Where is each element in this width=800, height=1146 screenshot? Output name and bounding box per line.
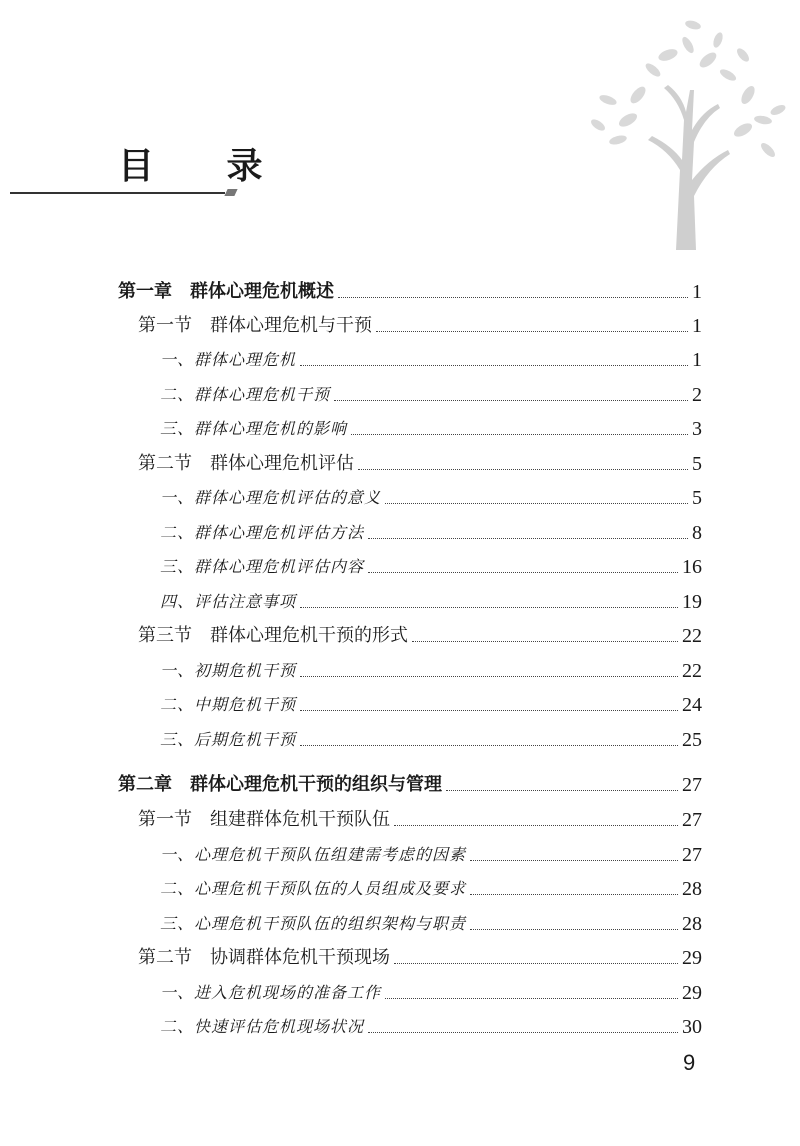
toc-entry-item[interactable] [160, 587, 702, 617]
toc-entry-page: 1 [692, 349, 702, 371]
toc-entry-page: 27 [682, 809, 702, 831]
toc-entry-label: 一、心理危机干预队伍组建需考虑的因素 [160, 845, 467, 864]
dot-leader [394, 825, 678, 826]
toc-entry-item[interactable] [160, 909, 702, 939]
toc-entry-item[interactable] [160, 1012, 702, 1042]
toc-entry-section[interactable] [138, 805, 702, 835]
dot-leader [470, 860, 678, 861]
toc-entry-page: 8 [692, 522, 702, 544]
toc-entry-item[interactable] [160, 840, 702, 870]
dot-leader [300, 607, 678, 608]
toc-entry-page: 5 [692, 453, 702, 475]
toc-heading: 目 录 [118, 145, 293, 187]
toc-entry-label: 一、进入危机现场的准备工作 [160, 983, 382, 1002]
dot-leader [385, 503, 688, 504]
toc-entry-label: 四、评估注意事项 [160, 592, 297, 611]
toc-entry-label: 第一节 组建群体危机干预队伍 [138, 809, 390, 830]
toc-entry-page: 22 [682, 660, 702, 682]
toc-entry-item[interactable] [160, 725, 702, 755]
dot-leader [358, 469, 688, 470]
toc-entry-label: 第二节 协调群体危机干预现场 [138, 947, 390, 968]
dot-leader [394, 963, 678, 964]
toc-entry-page: 3 [692, 418, 702, 440]
toc-entry-page: 16 [682, 556, 702, 578]
toc-entry-page: 2 [692, 384, 702, 406]
toc-entry-chapter[interactable] [118, 770, 702, 800]
toc-entry-label: 三、后期危机干预 [160, 730, 297, 749]
dot-leader [412, 641, 678, 642]
toc-entry-label: 第二节 群体心理危机评估 [138, 453, 354, 474]
toc-entry-section[interactable] [138, 621, 702, 651]
toc-entry-item[interactable] [160, 345, 702, 375]
toc-entry-page: 27 [682, 774, 702, 796]
toc-entry-label: 第三节 群体心理危机干预的形式 [138, 625, 408, 646]
toc-entry-label: 二、心理危机干预队伍的人员组成及要求 [160, 879, 467, 898]
toc-entry-label: 三、群体心理危机评估内容 [160, 557, 365, 576]
dot-leader [368, 1032, 678, 1033]
dot-leader [338, 297, 688, 298]
toc-entry-section[interactable] [138, 943, 702, 973]
dot-leader [376, 331, 688, 332]
toc-entry-page: 28 [682, 913, 702, 935]
dot-leader [300, 365, 688, 366]
toc-entry-page: 24 [682, 694, 702, 716]
toc-entry-page: 1 [692, 315, 702, 337]
dot-leader [300, 745, 678, 746]
toc-entry-label: 二、中期危机干预 [160, 695, 297, 714]
toc-entry-page: 25 [682, 729, 702, 751]
dot-leader [470, 929, 678, 930]
toc-entry-page: 29 [682, 947, 702, 969]
dot-leader [368, 538, 688, 539]
toc-entry-item[interactable] [160, 978, 702, 1008]
toc-entry-label: 一、群体心理危机评估的意义 [160, 488, 382, 507]
toc-entry-item[interactable] [160, 483, 702, 513]
toc-entry-page: 19 [682, 591, 702, 613]
toc-entry-chapter[interactable] [118, 277, 702, 307]
toc-entry-page: 1 [692, 281, 702, 303]
toc-entry-section[interactable] [138, 311, 702, 341]
toc-entry-section[interactable] [138, 449, 702, 479]
toc-entry-label: 第二章 群体心理危机干预的组织与管理 [118, 774, 442, 795]
toc-entry-item[interactable] [160, 656, 702, 686]
dot-leader [300, 676, 678, 677]
page-number: 9 [683, 1050, 696, 1075]
dot-leader [368, 572, 678, 573]
toc-entry-item[interactable] [160, 414, 702, 444]
dot-leader [385, 998, 678, 999]
toc-entry-page: 5 [692, 487, 702, 509]
toc-entry-item[interactable] [160, 690, 702, 720]
toc-entry-item[interactable] [160, 874, 702, 904]
dot-leader [334, 400, 688, 401]
toc-entry-label: 二、快速评估危机现场状况 [160, 1017, 365, 1036]
toc-entry-label: 二、群体心理危机评估方法 [160, 523, 365, 542]
dot-leader [446, 790, 678, 791]
toc-entry-page: 27 [682, 844, 702, 866]
toc-entry-page: 22 [682, 625, 702, 647]
toc-entry-label: 二、群体心理危机干预 [160, 385, 331, 404]
dot-leader [470, 894, 678, 895]
toc-entry-page: 28 [682, 878, 702, 900]
toc-entry-label: 三、群体心理危机的影响 [160, 419, 348, 438]
toc-entry-label: 三、心理危机干预队伍的组织架构与职责 [160, 914, 467, 933]
dot-leader [300, 710, 678, 711]
toc-entry-item[interactable] [160, 380, 702, 410]
toc-entry-label: 一、初期危机干预 [160, 661, 297, 680]
toc-entry-page: 30 [682, 1016, 702, 1038]
toc-entry-label: 第一章 群体心理危机概述 [118, 281, 334, 302]
toc-entry-item[interactable] [160, 518, 702, 548]
toc-entry-page: 29 [682, 982, 702, 1004]
toc-entry-item[interactable] [160, 552, 702, 582]
toc-entry-label: 第一节 群体心理危机与干预 [138, 315, 372, 336]
dot-leader [351, 434, 688, 435]
toc-entry-label: 一、群体心理危机 [160, 350, 297, 369]
